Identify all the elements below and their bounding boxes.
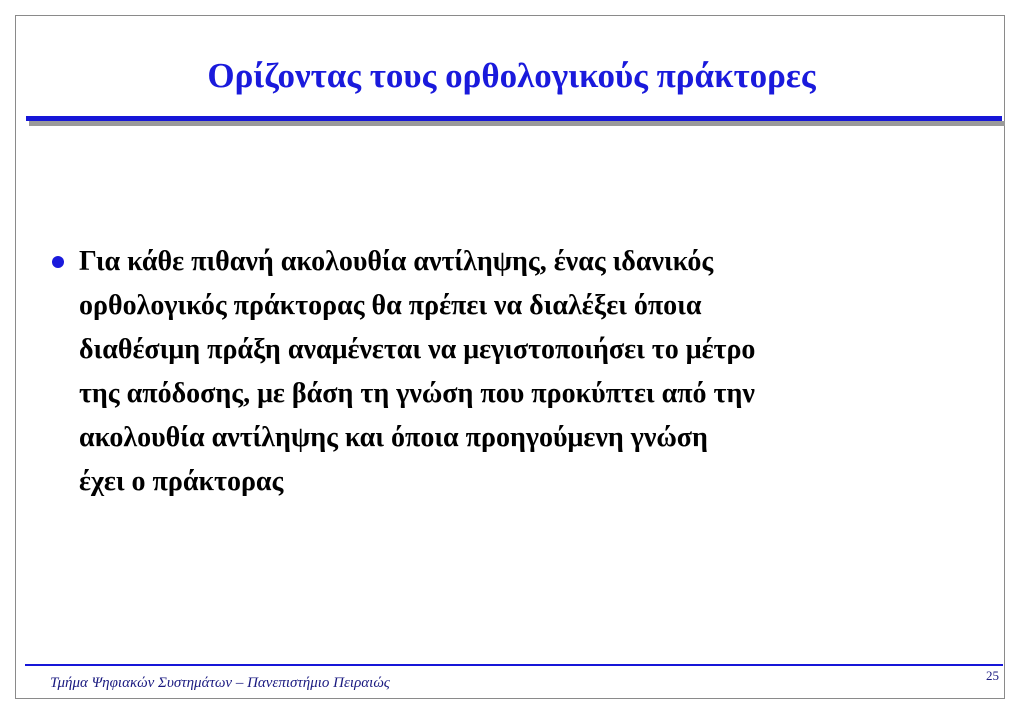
bullet-line: της απόδοσης, με βάση τη γνώση που προκύπτει από την [79,378,755,409]
page-number: 25 [986,668,999,683]
bullet-line: ακολουθία αντίληψης και όποια προηγούμενη γνώση [79,422,708,453]
bullet-line: διαθέσιμη πράξη αναμένεται να μεγιστοποιήσει το μέτρο [79,334,756,365]
bullet-line: Για κάθε πιθανή ακολουθία αντίληψης, ένας ιδανικός [79,246,714,277]
footer-rule [25,664,1003,666]
bullet-line: ορθολογικός πράκτορας θα πρέπει να διαλέξει όποια [79,290,702,321]
slide-title: Ορίζοντας τους ορθολογικούς πράκτορες [207,56,816,95]
title-underline-shadow [29,121,1005,126]
footer-text: Τμήμα Ψηφιακών Συστημάτων – Πανεπιστήμιο Πειραιώς [50,675,390,691]
bullet-dot-icon [52,256,64,268]
title-underline [26,116,1002,121]
bullet-text [79,240,979,504]
bullet-line: έχει ο πράκτορας [79,466,284,497]
